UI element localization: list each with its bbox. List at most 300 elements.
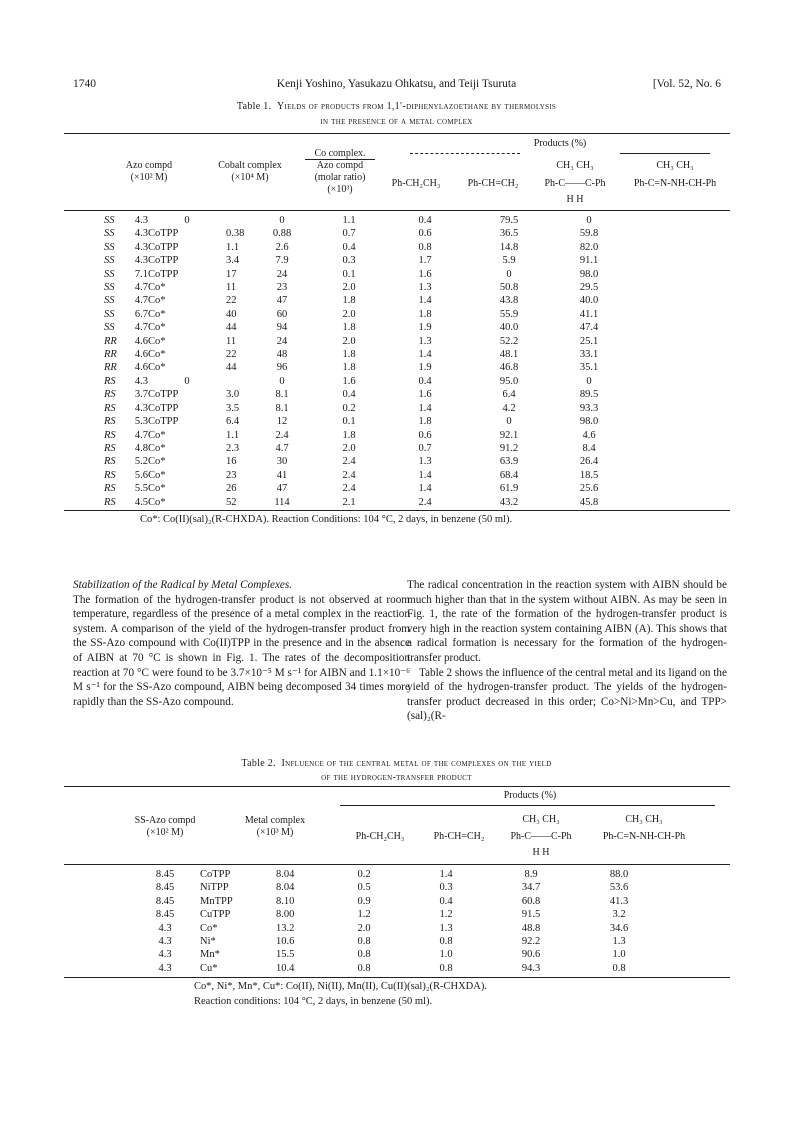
cell-ethylbenzene: 2.0: [342, 308, 356, 320]
cell-molar-ratio: 2.6: [275, 241, 289, 253]
cell-complex: Co*: [148, 335, 166, 347]
table1-cobalt-unit: (×10⁴ M): [231, 172, 269, 183]
cell-ethylbenzene: 2.0: [357, 922, 371, 934]
cell-molar-ratio: 4.7: [275, 442, 289, 454]
cell-dimer: 6.4: [502, 389, 516, 401]
table1-ratio-header-2: Azo compd: [316, 160, 364, 171]
cell-dimer: 4.2: [502, 402, 516, 414]
table2-azo-unit: (×10² M): [146, 827, 184, 838]
cell-ethylbenzene: 2.0: [342, 335, 356, 347]
table1-col-ethylbenzene: Ph-CH₂CH₃: [391, 178, 441, 189]
cell-complex: Mn*: [200, 949, 220, 961]
cell-azo-conc: 4.3: [134, 241, 148, 253]
cell-azo-conc: 4.5: [134, 496, 148, 508]
cell-hydrazone: 0: [586, 215, 592, 226]
cell-styrene: 1.0: [439, 949, 453, 961]
table-row: [104, 281, 624, 294]
cell-azo-conc: 4.7: [134, 429, 148, 441]
cell-ethylbenzene: 1.8: [342, 362, 356, 374]
cell-molar-ratio: 12: [276, 416, 288, 428]
table2-col-styrene: Ph-CH=CH₂: [433, 831, 485, 842]
cell-ethylbenzene: 2.0: [342, 282, 356, 294]
cell-complex-conc: 16: [226, 456, 237, 468]
cell-complex-conc: 0.38: [226, 228, 245, 240]
cell-complex-conc: 1.1: [226, 241, 240, 253]
cell-dimer: 40.0: [499, 322, 519, 334]
cell-molar-ratio: 48: [276, 349, 288, 361]
table1-label: Table 1.: [236, 101, 272, 112]
table-row: [130, 895, 664, 908]
cell-dimer: 0: [506, 416, 512, 428]
cell-styrene: 0.8: [439, 962, 453, 974]
table2: [130, 868, 664, 975]
cell-complex-conc: 6.4: [226, 416, 240, 428]
table-row: [104, 469, 624, 482]
cell-molar-ratio: 24: [276, 268, 288, 280]
cell-complex-conc: 3.0: [226, 389, 240, 401]
cell-hydrazone: 40.0: [579, 295, 599, 307]
table1-ratio-header-3: (molar ratio): [314, 172, 366, 183]
cell-complex-conc: [226, 375, 252, 388]
cell-dimer: 52.2: [499, 335, 519, 347]
cell-dimer: 8.9: [524, 869, 538, 880]
cell-molar-ratio: 60: [276, 308, 288, 320]
cell-complex-conc: 22: [226, 295, 237, 307]
cell-complex-conc: 3.4: [226, 255, 240, 267]
cell-ethylbenzene: 0.8: [357, 949, 371, 961]
table-row: [104, 429, 624, 442]
right-column: [407, 578, 727, 724]
cell-dimer: 46.8: [499, 362, 519, 374]
cell-dimer: 48.8: [521, 922, 541, 934]
cell-azo-conc: 8.45: [155, 909, 175, 921]
cell-molar-ratio: 24: [276, 335, 288, 347]
cell-styrene: 1.3: [418, 282, 432, 294]
cell-dimer: 94.3: [521, 962, 541, 974]
cell-molar-ratio: 30: [276, 456, 288, 468]
cell-azo-conc: 4.6: [134, 362, 148, 374]
cell-complex: Co*: [148, 362, 166, 374]
cell-ethylbenzene: 0.8: [357, 962, 371, 974]
page-number: 1740: [73, 78, 96, 90]
cell-styrene: 1.3: [418, 335, 432, 347]
table-row: [104, 321, 624, 334]
cell-complex: CoTPP: [148, 402, 179, 414]
cell-styrene: 1.9: [418, 322, 432, 334]
cell-dimer: 92.1: [499, 429, 519, 441]
cell-hydrazone: 35.1: [579, 362, 599, 374]
table2-products-header: Products (%): [503, 790, 557, 801]
cell-azo-conc: 4.3: [134, 255, 148, 267]
cell-ethylbenzene: 1.6: [342, 375, 356, 387]
table1-caption: [0, 101, 793, 112]
cell-complex-conc: 26: [226, 483, 237, 495]
cell-azo-conc: 4.3: [158, 949, 172, 961]
cell-ethylbenzene: 2.4: [342, 469, 356, 481]
cell-styrene: 1.4: [418, 483, 432, 495]
cell-azo-conc: 4.3: [134, 402, 148, 414]
cell-hydrazone: 45.8: [579, 496, 599, 508]
cell-dimer: 14.8: [499, 241, 519, 253]
cell-dimer: 0: [506, 268, 512, 280]
cell-hydrazone: 59.8: [579, 228, 599, 240]
cell-hydrazone: 88.0: [609, 869, 629, 880]
cell-complex-conc: 3.5: [226, 402, 240, 414]
table2-metal-header: Metal complex: [244, 815, 306, 826]
cell-complex: CoTPP: [148, 268, 179, 280]
table-row: [104, 348, 624, 361]
cell-complex: Co*: [148, 456, 166, 468]
cell-hydrazone: 82.0: [579, 241, 599, 253]
cell-azo-conc: 5.5: [134, 483, 148, 495]
cell-complex: Co*: [148, 308, 166, 320]
table-row: [104, 308, 624, 321]
cell-azo-conc: 4.8: [134, 442, 148, 454]
cell-azo-conc: 4.6: [134, 335, 148, 347]
cell-hydrazone: 47.4: [579, 322, 599, 334]
table-row: [104, 214, 624, 227]
cell-molar-ratio: 96: [276, 362, 288, 374]
cell-hydrazone: 1.0: [612, 949, 626, 961]
cell-molar-ratio: 114: [274, 496, 290, 508]
cell-complex-conc: 10.4: [276, 962, 295, 974]
cell-hydrazone: 98.0: [579, 268, 599, 280]
table1-col-hydrazone-mid: Ph-C=N-NH-CH-Ph: [633, 178, 717, 189]
left-column: [73, 578, 410, 709]
cell-styrene: 0.6: [418, 228, 432, 240]
cell-molar-ratio: 23: [276, 282, 288, 294]
table-row: [104, 442, 624, 455]
cell-complex: NiTPP: [200, 882, 229, 894]
cell-config: SS: [104, 322, 115, 334]
cell-complex-conc: 13.2: [276, 922, 295, 934]
cell-ethylbenzene: 0.4: [342, 389, 356, 401]
cell-config: RR: [104, 335, 117, 347]
table1-col-dimer-bot: H H: [566, 194, 584, 205]
cell-molar-ratio: 8.1: [275, 389, 289, 401]
running-authors: Kenji Yoshino, Yasukazu Ohkatsu, and Teiji Tsuruta: [276, 78, 517, 90]
cell-config: SS: [104, 295, 115, 307]
cell-complex: CoTPP: [200, 869, 231, 880]
table-row: [130, 881, 664, 894]
cell-complex-conc: [226, 214, 252, 227]
cell-styrene: 0.7: [418, 442, 432, 454]
cell-hydrazone: 98.0: [579, 416, 599, 428]
cell-dimer: 61.9: [499, 483, 519, 495]
table-row: [104, 335, 624, 348]
cell-styrene: 1.4: [418, 349, 432, 361]
cell-styrene: 1.7: [418, 255, 432, 267]
cell-hydrazone: 26.4: [579, 456, 599, 468]
cell-azo-conc: 4.3: [134, 215, 148, 226]
cell-ethylbenzene: 1.2: [357, 909, 371, 921]
cell-dimer: 68.4: [499, 469, 519, 481]
table1-azo-unit: (×10² M): [130, 172, 168, 183]
table2-caption-line2: of the hydrogen-transfer product: [321, 772, 472, 783]
cell-complex: Co*: [148, 322, 166, 334]
cell-ethylbenzene: 1.8: [342, 349, 356, 361]
cell-styrene: 0.4: [418, 215, 432, 226]
table2-caption: [0, 758, 793, 769]
cell-hydrazone: 8.4: [582, 442, 596, 454]
table-row: [104, 388, 624, 401]
cell-complex: CoTPP: [148, 416, 179, 428]
table-row: [130, 868, 664, 881]
table1-ratio-header-1: Co complex.: [314, 148, 366, 159]
table1-col-styrene: Ph-CH=CH₂: [467, 178, 519, 189]
table-row: [104, 455, 624, 468]
cell-azo-conc: 4.3: [158, 936, 172, 948]
cell-complex-conc: 8.04: [276, 869, 295, 880]
table-row: [104, 375, 624, 388]
cell-complex-conc: 10.6: [276, 936, 295, 948]
cell-molar-ratio: 8.1: [275, 402, 289, 414]
cell-ethylbenzene: 0.4: [342, 241, 356, 253]
cell-complex: Co*: [148, 496, 166, 508]
cell-ethylbenzene: 1.8: [342, 295, 356, 307]
cell-dimer: 91.5: [521, 909, 541, 921]
cell-dimer: 50.8: [499, 282, 519, 294]
cell-molar-ratio: 41: [276, 469, 288, 481]
cell-complex: CoTPP: [148, 255, 179, 267]
cell-complex-conc: 15.5: [276, 949, 295, 961]
cell-styrene: 0.8: [418, 241, 432, 253]
table-row: [130, 908, 664, 921]
cell-azo-conc: 8.45: [155, 895, 175, 907]
cell-config: RS: [104, 456, 116, 468]
cell-azo-conc: 7.1: [134, 268, 148, 280]
cell-complex: CoTPP: [148, 389, 179, 401]
cell-ethylbenzene: 2.1: [342, 496, 356, 508]
cell-complex: 0: [184, 375, 190, 387]
cell-complex-conc: 22: [226, 349, 237, 361]
cell-complex: Ni*: [200, 936, 216, 948]
cell-config: RS: [104, 402, 116, 414]
table2-col-dimer-top: CH₃ CH₃: [522, 814, 560, 825]
table1-products-header: Products (%): [533, 138, 587, 149]
cell-complex: Co*: [148, 349, 166, 361]
cell-config: SS: [104, 215, 115, 226]
cell-azo-conc: 3.7: [134, 389, 148, 401]
table-row: [104, 227, 624, 240]
cell-azo-conc: 4.7: [134, 295, 148, 307]
cell-styrene: 0.4: [439, 895, 453, 907]
cell-complex: CuTPP: [200, 909, 231, 921]
table-row: [104, 254, 624, 267]
section-title: Stabilization of the Radical by Metal Complexes.: [73, 579, 293, 591]
cell-hydrazone: 53.6: [609, 882, 629, 894]
cell-azo-conc: 8.45: [155, 869, 175, 880]
cell-complex: Co*: [148, 295, 166, 307]
table-row: [104, 268, 624, 281]
table-row: [104, 415, 624, 428]
cell-dimer: 63.9: [499, 456, 519, 468]
cell-ethylbenzene: 1.8: [342, 322, 356, 334]
cell-azo-conc: 4.3: [158, 922, 172, 934]
cell-styrene: 1.8: [418, 308, 432, 320]
cell-dimer: 95.0: [499, 375, 519, 387]
table1-caption-line1: Yields of products from 1,1′-diphenylazoethane by thermolysis: [276, 101, 557, 112]
cell-dimer: 34.7: [521, 882, 541, 894]
table-row: [104, 402, 624, 415]
cell-complex: Cu*: [200, 962, 218, 974]
cell-config: RS: [104, 416, 116, 428]
cell-ethylbenzene: 2.4: [342, 483, 356, 495]
cell-config: RS: [104, 375, 116, 387]
cell-styrene: 1.2: [439, 909, 453, 921]
cell-config: SS: [104, 241, 115, 253]
cell-complex: Co*: [148, 442, 166, 454]
table-row: [130, 948, 664, 961]
cell-complex-conc: 8.10: [276, 895, 295, 907]
table-row: [104, 496, 624, 509]
table1-ratio-header-4: (×10³): [327, 184, 353, 195]
cell-molar-ratio: 0: [279, 215, 285, 226]
cell-hydrazone: 41.1: [579, 308, 599, 320]
cell-azo-conc: 4.7: [134, 322, 148, 334]
table1-footnote: Co*: Co(II)(sal)₂(R-CHXDA). Reaction Conditions: 104 °C, 2 days, in benzene (50 ml).: [140, 514, 513, 525]
cell-styrene: 1.8: [418, 416, 432, 428]
right-paragraph-1: The radical concentration in the reaction system with AIBN should be much higher than that in the system without AIBN. As may be seen in Fig. 1, the rate of the formation of the hydrogen-transfer product is very high in the reaction system containing AIBN (A). This shows that a radical formation is necessary for the formation of the hydrogen-transfer product.: [407, 579, 727, 664]
cell-ethylbenzene: 0.2: [342, 402, 356, 414]
table-row: [130, 935, 664, 948]
cell-dimer: 60.8: [521, 895, 541, 907]
cell-dimer: 79.5: [499, 215, 519, 226]
cell-azo-conc: 8.45: [155, 882, 175, 894]
cell-hydrazone: 25.6: [579, 483, 599, 495]
table2-col-hydrazone-top: CH₃ CH₃: [625, 814, 663, 825]
cell-ethylbenzene: 1.8: [342, 429, 356, 441]
cell-azo-conc: 4.3: [134, 228, 148, 240]
table-row: [104, 482, 624, 495]
cell-ethylbenzene: 0.1: [342, 268, 356, 280]
cell-hydrazone: 33.1: [579, 349, 599, 361]
cell-complex-conc: 17: [226, 268, 237, 280]
cell-styrene: 0.8: [439, 936, 453, 948]
cell-styrene: 0.6: [418, 429, 432, 441]
cell-complex-conc: 52: [226, 496, 237, 508]
cell-config: SS: [104, 282, 115, 294]
cell-azo-conc: 4.7: [134, 282, 148, 294]
cell-config: SS: [104, 268, 115, 280]
cell-complex-conc: 2.3: [226, 442, 240, 454]
cell-styrene: 1.4: [439, 869, 453, 880]
cell-complex: 0: [184, 215, 190, 226]
cell-complex-conc: 40: [226, 308, 237, 320]
cell-azo-conc: 4.6: [134, 349, 148, 361]
left-paragraph: The formation of the hydrogen-transfer product is not observed at room temperature, regardless of the presence of a metal complex in the reaction system. A comparison of the yield of the hydrogen-transfer product from the SS-Azo compound with Co(II)TPP in the presence and in the absence of AIBN at 70 °C is shown in Fig. 1. The rates of the decomposition reaction at 70 °C were found to be 3.7×10⁻⁵ M s⁻¹ for AIBN and 1.1×10⁻⁶ M s⁻¹ for the SS-Azo compound, AIBN being decomposed 34 times more rapidly than the SS-Azo compound.: [73, 593, 410, 708]
cell-hydrazone: 4.6: [582, 429, 596, 441]
cell-molar-ratio: 47: [276, 483, 288, 495]
cell-config: SS: [104, 255, 115, 267]
cell-ethylbenzene: 2.4: [342, 456, 356, 468]
cell-ethylbenzene: 0.7: [342, 228, 356, 240]
cell-config: RR: [104, 349, 117, 361]
cell-config: RS: [104, 469, 116, 481]
cell-azo-conc: 4.3: [134, 375, 148, 387]
cell-complex: Co*: [148, 429, 166, 441]
cell-styrene: 1.4: [418, 469, 432, 481]
cell-complex: Co*: [148, 282, 166, 294]
cell-hydrazone: 29.5: [579, 282, 599, 294]
cell-ethylbenzene: 1.1: [342, 215, 356, 226]
table2-col-dimer-mid: Ph-C——C-Ph: [510, 831, 572, 842]
table2-label: Table 2.: [241, 758, 276, 769]
cell-styrene: 1.3: [418, 456, 432, 468]
cell-molar-ratio: 0: [279, 375, 285, 387]
cell-ethylbenzene: 0.8: [357, 936, 371, 948]
cell-complex: CoTPP: [148, 228, 179, 240]
cell-styrene: 1.6: [418, 389, 432, 401]
cell-ethylbenzene: 0.1: [342, 416, 356, 428]
cell-dimer: 55.9: [499, 308, 519, 320]
cell-hydrazone: 91.1: [579, 255, 599, 267]
cell-complex-conc: 23: [226, 469, 237, 481]
cell-complex-conc: 8.00: [276, 909, 295, 921]
table-row: [104, 294, 624, 307]
cell-azo-conc: 5.2: [134, 456, 148, 468]
cell-styrene: 1.4: [418, 402, 432, 414]
cell-complex: Co*: [148, 469, 166, 481]
cell-complex-conc: 8.04: [276, 882, 295, 894]
cell-styrene: 0.3: [439, 882, 453, 894]
cell-azo-conc: 6.7: [134, 308, 148, 320]
cell-dimer: 92.2: [521, 936, 541, 948]
table2-col-hydrazone-mid: Ph-C=N-NH-CH-Ph: [602, 831, 686, 842]
cell-config: RS: [104, 496, 116, 508]
cell-dimer: 91.2: [499, 442, 519, 454]
table1-cobalt-header: Cobalt complex: [218, 160, 282, 171]
cell-config: RS: [104, 389, 116, 401]
cell-ethylbenzene: 0.2: [357, 869, 371, 880]
table-row: [104, 241, 624, 254]
cell-styrene: 1.9: [418, 362, 432, 374]
table1-col-dimer-mid: Ph-C——C-Ph: [544, 178, 606, 189]
cell-config: RS: [104, 429, 116, 441]
cell-complex-conc: 44: [226, 362, 237, 374]
cell-complex: CoTPP: [148, 241, 179, 253]
cell-complex-conc: 11: [226, 335, 237, 347]
cell-dimer: 48.1: [499, 349, 519, 361]
table1-body: [104, 214, 624, 509]
cell-hydrazone: 89.5: [579, 389, 599, 401]
cell-hydrazone: 41.3: [609, 895, 629, 907]
cell-ethylbenzene: 0.5: [357, 882, 371, 894]
cell-molar-ratio: 94: [276, 322, 288, 334]
cell-styrene: 1.3: [439, 922, 453, 934]
table2-col-ethylbenzene: Ph-CH₂CH₃: [355, 831, 405, 842]
cell-complex: Co*: [148, 483, 166, 495]
cell-hydrazone: 3.2: [612, 909, 626, 921]
cell-hydrazone: 34.6: [609, 922, 629, 934]
cell-styrene: 2.4: [418, 496, 432, 508]
cell-azo-conc: 4.3: [158, 962, 172, 974]
cell-config: RS: [104, 442, 116, 454]
table-row: [130, 922, 664, 935]
cell-molar-ratio: 0.88: [272, 228, 292, 240]
cell-styrene: 0.4: [418, 375, 432, 387]
volume-info: [Vol. 52, No. 6: [652, 78, 721, 90]
table2-body: [130, 868, 664, 975]
cell-hydrazone: 0.8: [612, 962, 626, 974]
cell-ethylbenzene: 0.9: [357, 895, 371, 907]
cell-hydrazone: 25.1: [579, 335, 599, 347]
cell-dimer: 43.2: [499, 496, 519, 508]
cell-complex: MnTPP: [200, 895, 233, 907]
cell-complex-conc: 11: [226, 282, 237, 294]
table2-caption-line1: Influence of the central metal of the complexes on the yield: [281, 758, 552, 769]
cell-molar-ratio: 2.4: [275, 429, 289, 441]
